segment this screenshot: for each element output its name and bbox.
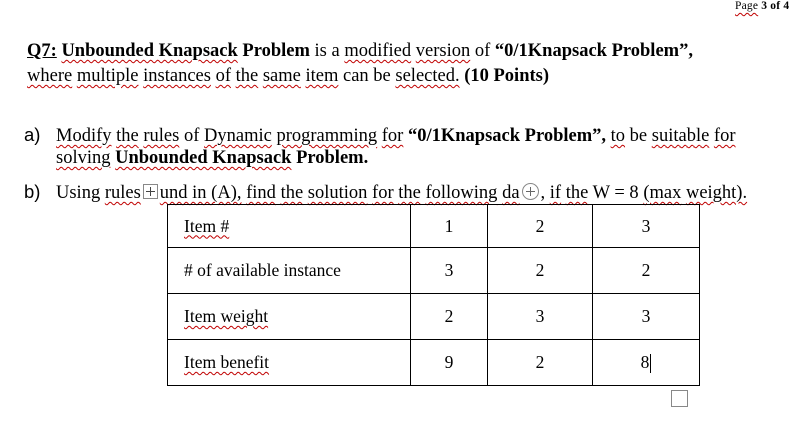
part-a: a) Modify the rules of Dynamic programming for “0/1Knapsack Problem”, to be suitable for <box>24 124 736 146</box>
table-resize-handle-icon[interactable] <box>671 390 688 407</box>
table-cell[interactable]: 3 <box>411 248 488 294</box>
table-cell-active[interactable]: 8 <box>593 340 700 386</box>
table-row <box>168 294 700 340</box>
points-label: (10 Points) <box>464 66 550 86</box>
table-cell[interactable]: 2 <box>593 248 700 294</box>
add-column-icon[interactable] <box>522 183 539 200</box>
table-row <box>168 205 700 248</box>
table-cell-label[interactable]: # of available instance <box>168 248 411 294</box>
table-cell[interactable]: 2 <box>411 294 488 340</box>
table-cell[interactable]: 2 <box>488 340 593 386</box>
table-cell-label[interactable]: Item # <box>168 205 411 248</box>
question-heading-line2: where multiple instances of the same item can be selected. (10 Points) <box>27 66 550 86</box>
page-number: Page 3 of 4 <box>735 0 790 12</box>
table-move-handle-icon[interactable] <box>143 184 158 199</box>
table-cell[interactable]: 9 <box>411 340 488 386</box>
table-cell[interactable]: 2 <box>488 248 593 294</box>
table-cell-label[interactable]: Item benefit <box>168 340 411 386</box>
table-cell[interactable]: 2 <box>488 205 593 248</box>
table-cell-label[interactable]: Item weight <box>168 294 411 340</box>
table-cell[interactable]: 3 <box>593 294 700 340</box>
question-heading: Q7: Unbounded Knapsack Problem is a modified version of “0/1Knapsack Problem”, <box>27 41 693 61</box>
table-cell[interactable]: 1 <box>411 205 488 248</box>
table-cell[interactable]: 3 <box>593 205 700 248</box>
table-row <box>168 340 700 386</box>
items-table[interactable] <box>167 204 700 386</box>
part-b: b) Using rules und in (A), find the solution for the following da , if the W = 8 (max weight). <box>24 181 748 203</box>
table-row <box>168 248 700 294</box>
part-a-line2: solving Unbounded Knapsack Problem. <box>56 148 369 168</box>
table-cell[interactable]: 3 <box>488 294 593 340</box>
text-cursor <box>650 354 651 373</box>
